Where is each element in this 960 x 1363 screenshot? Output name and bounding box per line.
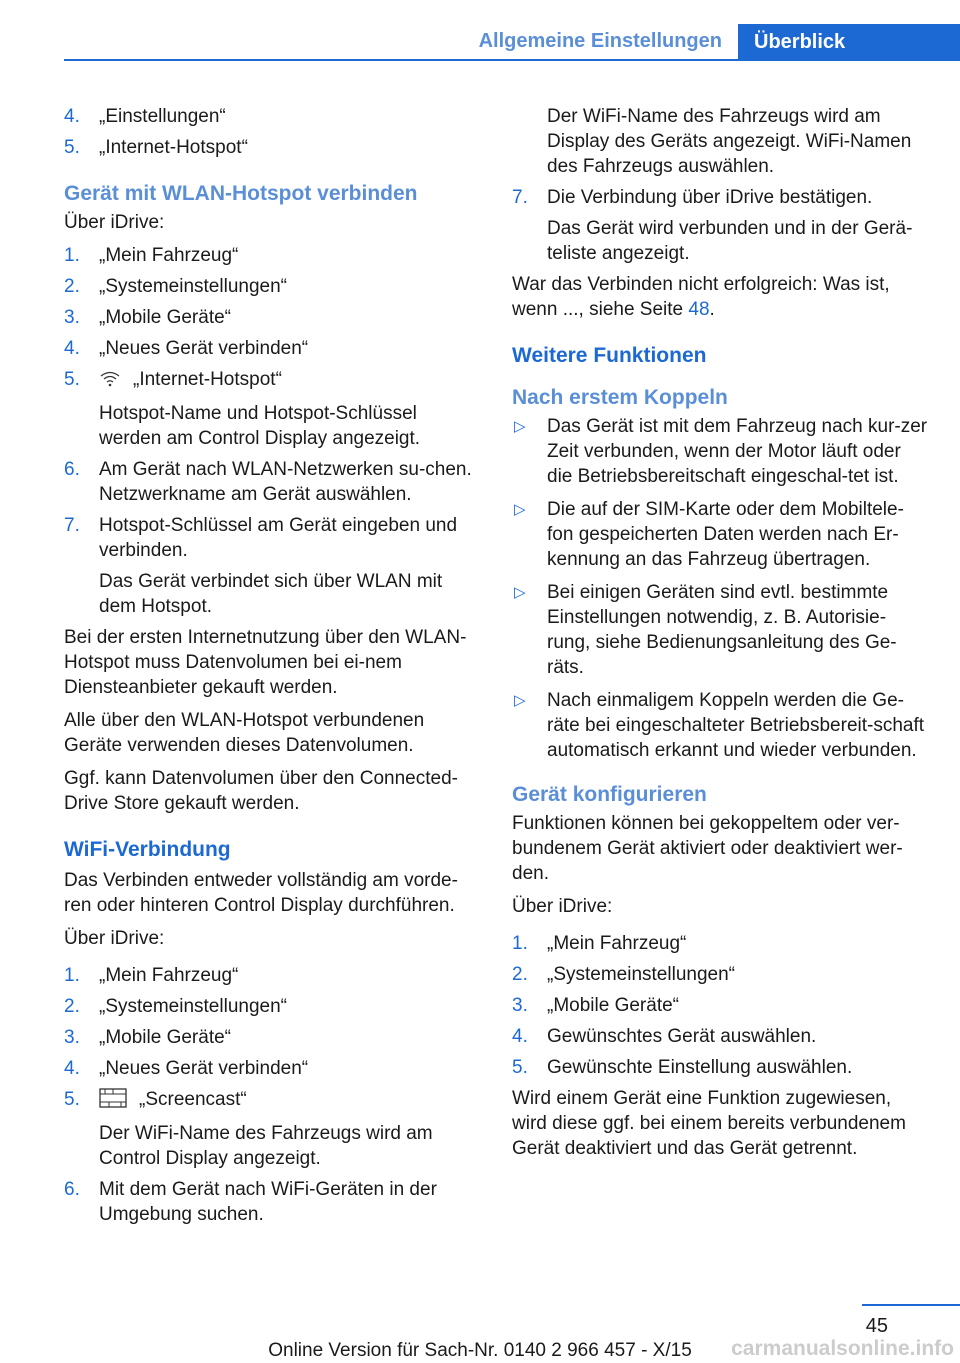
bullet-item: ▷ Die auf der SIM-Karte oder dem Mobiltele-fon gespeicherten Daten werden nach Er-kennung an das Fahrzeug übertragen. bbox=[514, 499, 904, 570]
paragraph: Bei der ersten Internetnutzung über den WLAN-Hotspot muss Datenvolumen bei ei-nem Diensteanbieter gekauft werden. bbox=[64, 627, 467, 698]
intro-text: Über iDrive: bbox=[512, 896, 613, 917]
list-item: 3. „Mobile Geräte“ bbox=[512, 995, 679, 1016]
heading-configure-device: Gerät konfigurieren bbox=[512, 783, 707, 806]
header-tab-overview[interactable]: Überblick bbox=[738, 24, 960, 61]
list-item: 5. „Internet-Hotspot“ bbox=[64, 137, 248, 158]
paragraph: Alle über den WLAN-Hotspot verbundenen Geräte verwenden dieses Datenvolumen. bbox=[64, 710, 425, 756]
step-note: Der WiFi-Name des Fahrzeugs wird am Control Display angezeigt. bbox=[99, 1123, 433, 1169]
paragraph: Wird einem Gerät eine Funktion zugewiesen, wird diese ggf. bei einem bereits verbundenem Gerät deaktiviert und das Gerät getrennt. bbox=[512, 1088, 906, 1159]
paragraph: Ggf. kann Datenvolumen über den Connected-Drive Store gekauft werden. bbox=[64, 768, 458, 814]
list-item: 2. „Systemeinstellungen“ bbox=[64, 996, 287, 1017]
hotspot-icon bbox=[99, 370, 121, 395]
heading-further-functions: Weitere Funktionen bbox=[512, 344, 707, 367]
bullet-item: ▷ Nach einmaligem Koppeln werden die Ge-räte bei eingeschalteter Betriebsbereit-schaft automatisch erkannt und wieder verbunden. bbox=[514, 690, 925, 761]
list-item: 7. Die Verbindung über iDrive bestätigen. bbox=[512, 187, 873, 208]
list-item: 6. Am Gerät nach WLAN-Netzwerken su-chen. Netzwerkname am Gerät auswählen. bbox=[64, 459, 472, 505]
list-item: 4. „Neues Gerät verbinden“ bbox=[64, 1058, 309, 1079]
step-note: Der WiFi-Name des Fahrzeugs wird am Display des Geräts angezeigt. WiFi-Namen des Fahrzeugs auswählen. bbox=[547, 106, 912, 177]
step-note: Hotspot-Name und Hotspot-Schlüssel werden am Control Display angezeigt. bbox=[99, 403, 421, 449]
list-item: 1. „Mein Fahrzeug“ bbox=[512, 933, 687, 954]
intro-text: Über iDrive: bbox=[64, 212, 165, 233]
bullet-item: ▷ Das Gerät ist mit dem Fahrzeug nach kur-zer Zeit verbunden, wenn der Motor läuft oder die Betriebsbereitschaft eingeschal-tet ist. bbox=[514, 416, 928, 487]
footer-rule bbox=[862, 1304, 960, 1306]
list-item: 6. Mit dem Gerät nach WiFi-Geräten in der Umgebung suchen. bbox=[64, 1179, 437, 1225]
triangle-icon: ▷ bbox=[514, 501, 526, 518]
intro-text: Über iDrive: bbox=[64, 928, 165, 949]
list-item: 3. „Mobile Geräte“ bbox=[64, 1027, 231, 1048]
page-link[interactable]: 48 bbox=[688, 299, 710, 320]
page-header bbox=[64, 24, 960, 61]
list-item: 5. „Internet-Hotspot“ bbox=[64, 367, 478, 395]
triangle-icon: ▷ bbox=[514, 584, 526, 601]
watermark: carmanualsonline.info bbox=[731, 1337, 954, 1360]
header-rule bbox=[64, 59, 960, 61]
list-item: 4. „Einstellungen“ bbox=[64, 106, 226, 127]
triangle-icon: ▷ bbox=[514, 418, 526, 435]
page-number: 45 bbox=[865, 1315, 888, 1337]
list-item: 4. Gewünschtes Gerät auswählen. bbox=[512, 1026, 817, 1047]
step-note: Das Gerät wird verbunden und in der Gerä-teliste angezeigt. bbox=[547, 218, 913, 264]
paragraph: Funktionen können bei gekoppeltem oder ver-bundenem Gerät aktiviert oder deaktiviert wer-den. bbox=[512, 813, 903, 884]
header-section-title: Allgemeine Einstellungen bbox=[478, 30, 722, 52]
bullet-item: ▷ Bei einigen Geräten sind evtl. bestimmte Einstellungen notwendig, z. B. Autorisie-rung, siehe Bedienungsanleitung des Ge-räts. bbox=[514, 582, 897, 678]
list-item: 1. „Mein Fahrzeug“ bbox=[64, 245, 239, 266]
right-column bbox=[512, 104, 928, 1169]
step-note: Das Gerät verbindet sich über WLAN mit dem Hotspot. bbox=[99, 571, 443, 617]
heading-after-pairing: Nach erstem Koppeln bbox=[512, 386, 728, 409]
list-item: 2. „Systemeinstellungen“ bbox=[64, 276, 287, 297]
list-item: 1. „Mein Fahrzeug“ bbox=[64, 965, 239, 986]
list-item: 7. Hotspot-Schlüssel am Gerät eingeben und verbinden. bbox=[64, 515, 458, 561]
list-item: 5. „Screencast“ bbox=[64, 1087, 478, 1115]
list-item: 4. „Neues Gerät verbinden“ bbox=[64, 338, 309, 359]
footer-version-text: Online Version für Sach-Nr. 0140 2 966 457 - X/15 bbox=[268, 1340, 692, 1361]
paragraph: Das Verbinden entweder vollständig am vorde-ren oder hinteren Control Display durchführen. bbox=[64, 870, 458, 916]
screencast-icon bbox=[99, 1088, 127, 1115]
heading-wifi: WiFi-Verbindung bbox=[64, 838, 231, 861]
list-item: 2. „Systemeinstellungen“ bbox=[512, 964, 735, 985]
triangle-icon: ▷ bbox=[514, 692, 526, 709]
paragraph: War das Verbinden nicht erfolgreich: Was ist, wenn ..., siehe Seite 48. bbox=[512, 274, 890, 320]
left-column bbox=[64, 104, 478, 1233]
heading-hotspot: Gerät mit WLAN-Hotspot verbinden bbox=[64, 182, 418, 205]
list-item: 5. Gewünschte Einstellung auswählen. bbox=[512, 1057, 853, 1078]
list-item: 3. „Mobile Geräte“ bbox=[64, 307, 231, 328]
